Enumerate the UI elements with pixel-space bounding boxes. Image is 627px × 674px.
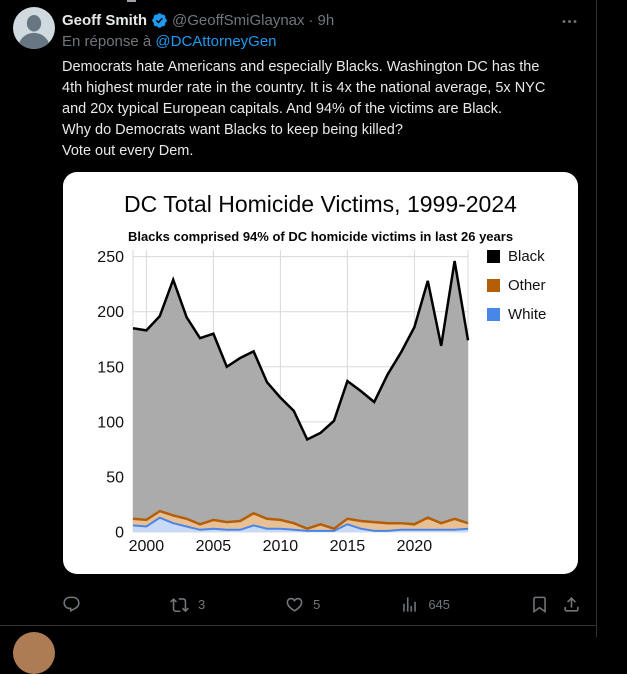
reply-context: [62, 33, 277, 50]
more-button[interactable]: [558, 10, 580, 32]
view-count: 645: [428, 596, 451, 612]
tweet-body-line: Vote out every Dem.: [62, 143, 194, 159]
svg-text:200: 200: [97, 304, 124, 322]
legend-label: Black: [508, 248, 545, 265]
legend-swatch-icon: [487, 308, 500, 321]
chart-title: DC Total Homicide Victims, 1999-2024: [124, 191, 517, 217]
repost-arrows-icon: [170, 595, 189, 614]
verified-badge-icon: [151, 12, 168, 29]
legend-label: White: [508, 306, 547, 323]
share-button[interactable]: [562, 595, 581, 614]
chart-media-card[interactable]: [63, 172, 578, 574]
repost-count: 3: [197, 596, 206, 612]
meta-separator: ·: [308, 11, 314, 29]
engagement-bar: [62, 592, 581, 616]
legend-item-black: [487, 248, 546, 265]
tweet-body-line: and 20x typical European capitals. And 94% of the victims are Black.: [62, 101, 503, 117]
svg-text:2015: 2015: [329, 538, 366, 555]
reply-button[interactable]: [62, 595, 90, 614]
repost-button[interactable]: [170, 595, 205, 614]
svg-text:50: 50: [106, 469, 124, 487]
reply-context-prefix: En réponse à: [62, 33, 152, 50]
more-horizontal-icon: [560, 12, 579, 31]
svg-text:2005: 2005: [195, 538, 232, 555]
svg-text:2000: 2000: [128, 538, 165, 555]
svg-text:250: 250: [97, 249, 124, 267]
like-count: 5: [313, 596, 321, 612]
author-handle[interactable]: @GeoffSmiGlaynax: [172, 11, 305, 29]
tweet-body: [62, 57, 545, 162]
tweet-divider: [0, 625, 596, 626]
next-tweet-avatar-peek[interactable]: [13, 632, 55, 674]
svg-text:150: 150: [97, 359, 124, 377]
timestamp[interactable]: 9h: [317, 11, 335, 29]
views-button[interactable]: [400, 595, 450, 614]
heart-icon: [285, 595, 304, 614]
person-silhouette-icon: [13, 7, 55, 49]
like-button[interactable]: [285, 595, 320, 614]
tweet-header: [62, 10, 334, 30]
previous-content-sliver: [127, 0, 136, 2]
tweet-body-line: Why do Democrats want Blacks to keep being killed?: [62, 122, 403, 138]
svg-text:100: 100: [97, 414, 124, 432]
author-name[interactable]: Geoff Smith: [62, 11, 147, 29]
legend-item-white: [487, 306, 546, 323]
bookmark-share-group: [530, 595, 581, 614]
bookmark-icon: [530, 595, 549, 614]
svg-text:0: 0: [115, 524, 124, 542]
chart-legend: [487, 248, 546, 323]
tweet-body-line: 4th highest murder rate in the country. It is 4x the national average, 5x NYC: [62, 80, 546, 96]
svg-text:2010: 2010: [262, 538, 299, 555]
reply-context-mention[interactable]: @DCAttorneyGen: [155, 33, 277, 50]
avatar[interactable]: [13, 7, 55, 49]
legend-swatch-icon: [487, 250, 500, 263]
reply-bubble-icon: [62, 595, 81, 614]
chart-subtitle: Blacks comprised 94% of DC homicide victims in last 26 years: [127, 229, 514, 244]
legend-swatch-icon: [487, 279, 500, 292]
svg-text:2020: 2020: [396, 538, 433, 555]
bar-chart-icon: [400, 595, 419, 614]
legend-item-other: [487, 277, 546, 294]
share-upload-icon: [562, 595, 581, 614]
bookmark-button[interactable]: [530, 595, 549, 614]
tweet-body-line: Democrats hate Americans and especially Blacks. Washington DC has the: [62, 59, 540, 75]
legend-label: Other: [508, 277, 546, 294]
